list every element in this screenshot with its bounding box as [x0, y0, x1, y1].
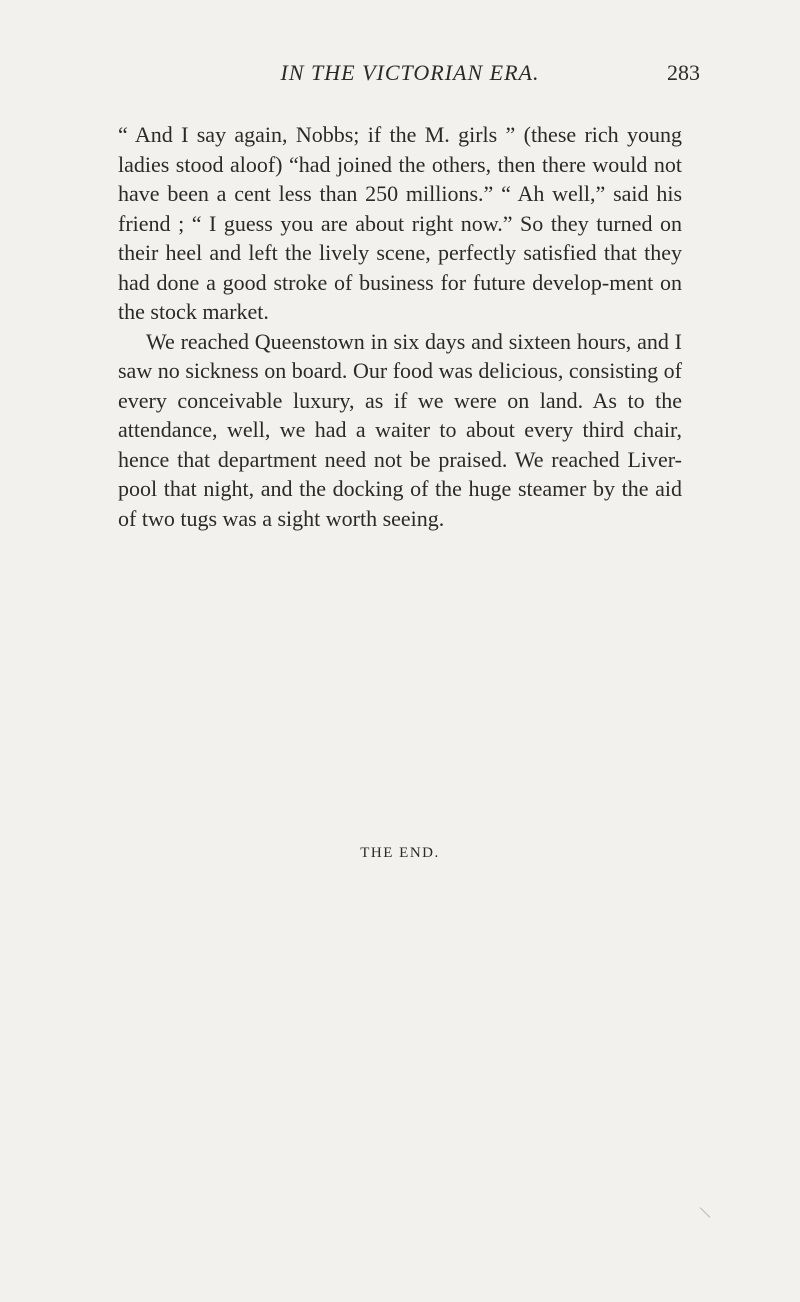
paragraph-2: We reached Queenstown in six days and sixteen hours, and I saw no sickness on board. Our food was delicious, consisting of every conceivable luxury, as if we were on land. As to the attendance, well, we had a waiter to about every third chair, hence that department need not be praised. We reached Liver-pool that night, and the docking of the huge steamer by the aid of two tugs was a sight worth seeing. — [118, 328, 682, 531]
page-number: 283 — [667, 60, 700, 85]
end-mark: THE END. — [360, 845, 440, 861]
paragraph-1: “ And I say again, Nobbs; if the M. girls ” (these rich young ladies stood aloof) “had joined the others, then there would not have been a cent less than 250 millions.” “ Ah well,” said his friend ; “ I guess you are about right now.” So they turned on their heel and left the lively scene, perfectly satisfied that they had done a good stroke of business for future develop-ment on the stock market. — [118, 122, 682, 324]
running-head — [120, 58, 700, 92]
body-text — [118, 120, 682, 533]
running-title: IN THE VICTORIAN ERA. — [280, 60, 540, 85]
paper-mark — [700, 1207, 711, 1218]
